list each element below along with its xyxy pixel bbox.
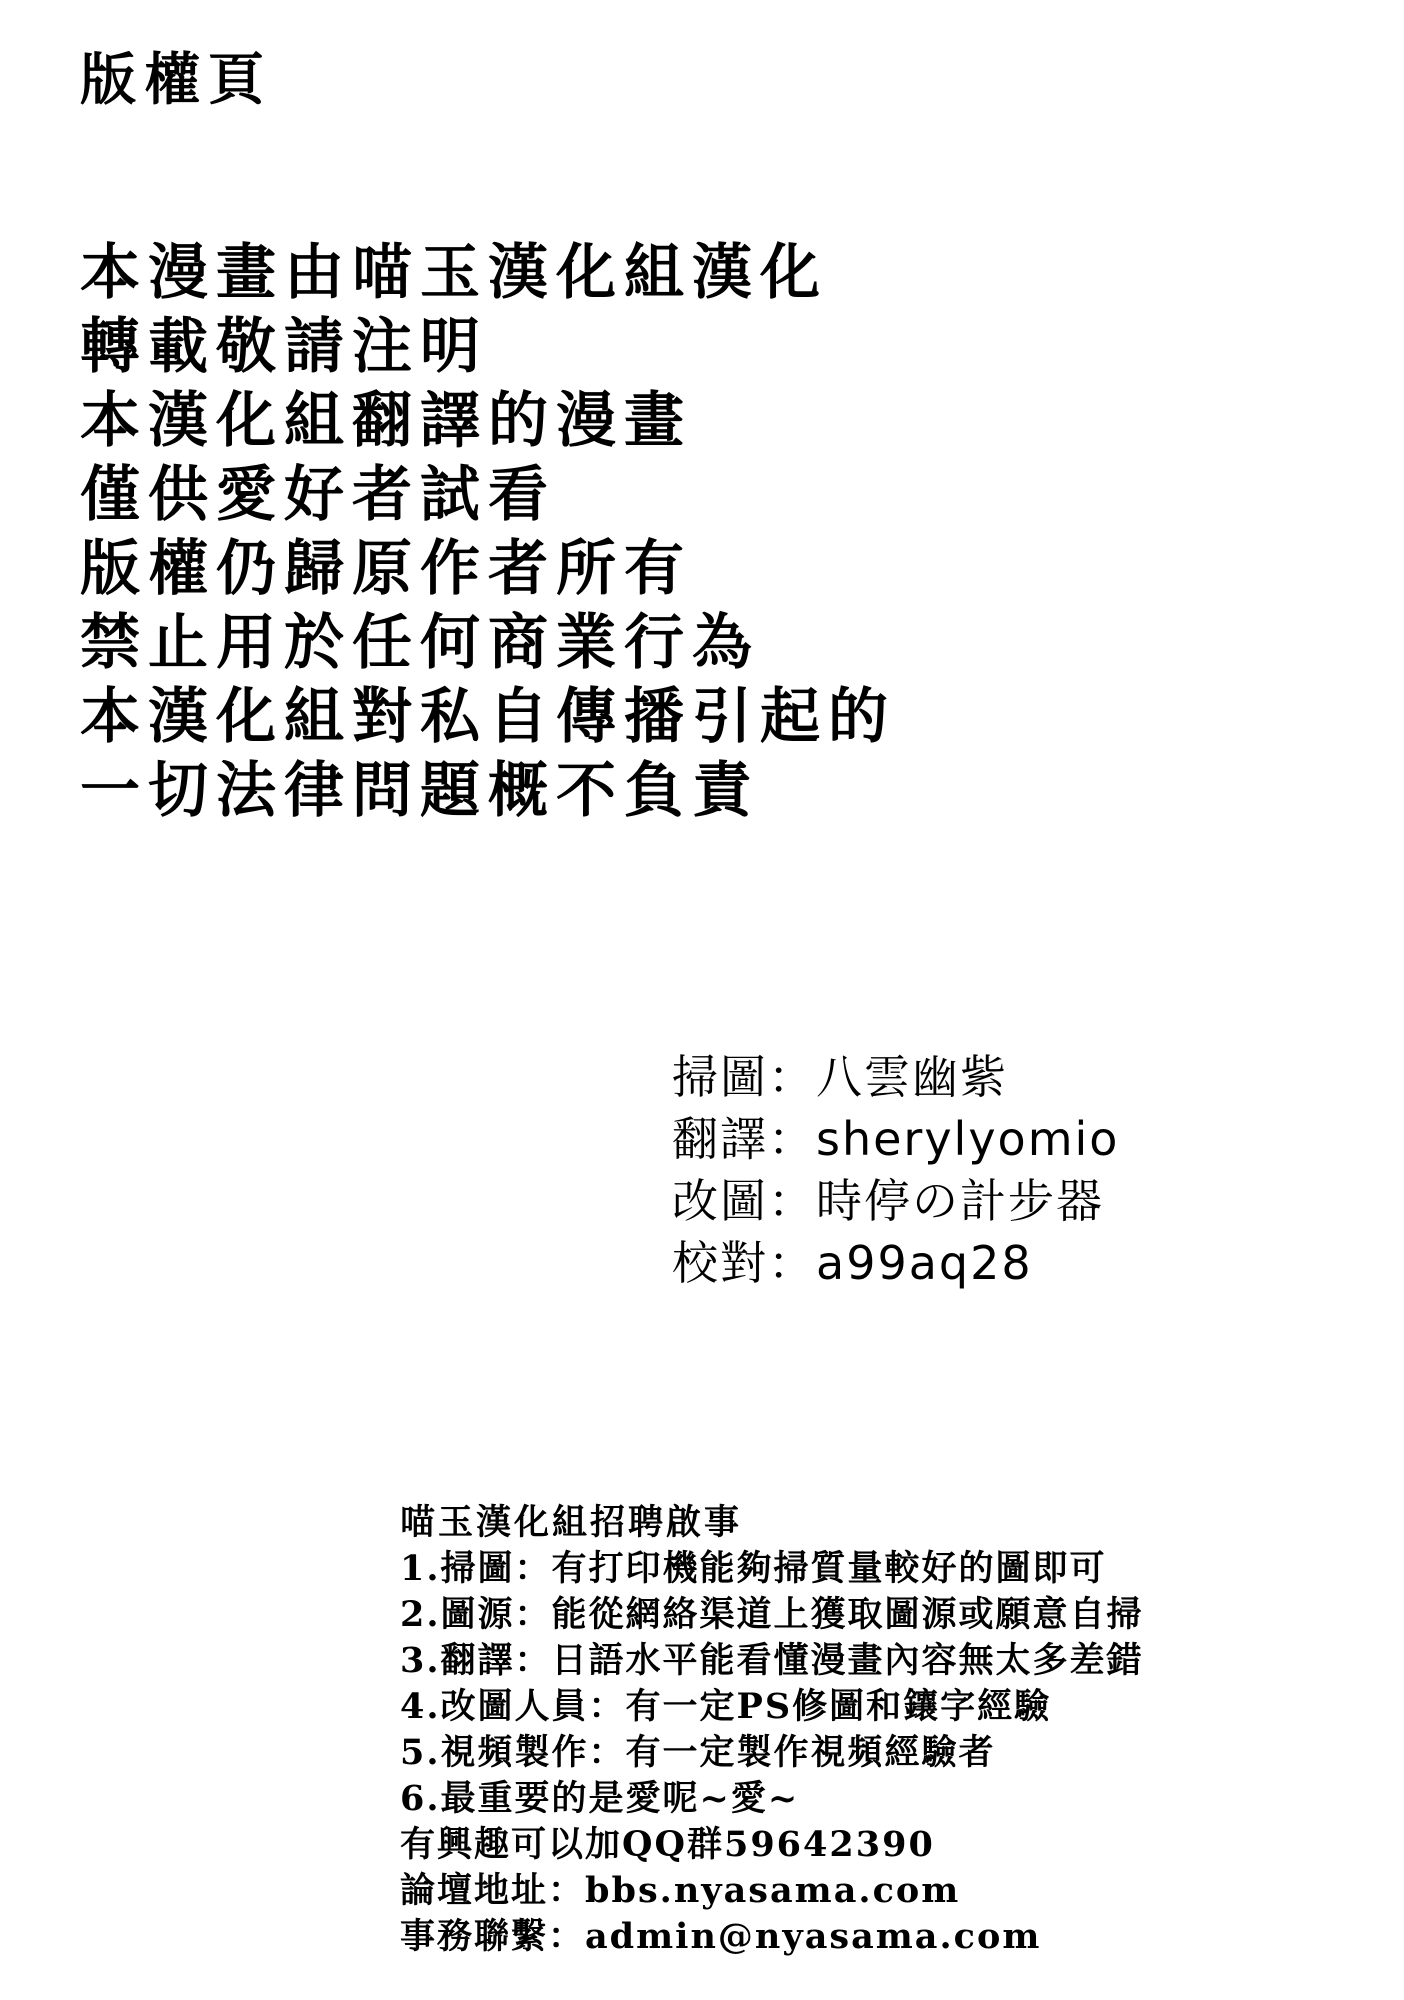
notice-line: 僅供愛好者試看	[80, 460, 556, 530]
notice-line: 版權仍歸原作者所有	[80, 534, 692, 604]
recruitment-item: 3.翻譯：日語水平能看懂漫畫內容無太多差錯	[400, 1640, 1144, 1681]
notice-line: 本漫畫由喵玉漢化組漢化	[80, 238, 828, 308]
notice-line: 本漢化組翻譯的漫畫	[80, 386, 692, 456]
recruitment-item: 2.圖源：能從網絡渠道上獲取圖源或願意自掃	[400, 1594, 1144, 1635]
recruitment-item: 1.掃圖：有打印機能夠掃質量較好的圖即可	[400, 1548, 1107, 1589]
notice-line: 本漢化組對私自傳播引起的	[80, 682, 896, 752]
recruitment-item: 6.最重要的是愛呢~愛~	[400, 1778, 800, 1819]
page-title: 版權頁	[80, 47, 272, 113]
recruitment-list	[400, 1546, 1144, 1960]
notice-line: 轉載敬請注明	[80, 312, 488, 382]
recruitment-item: 4.改圖人員：有一定PS修圖和鑲字經驗	[400, 1686, 1052, 1727]
notice-line: 禁止用於任何商業行為	[80, 608, 760, 678]
recruitment-heading: 喵玉漢化組招聘啟事	[400, 1502, 743, 1543]
qq-group-line: 有興趣可以加QQ群59642390	[400, 1824, 935, 1865]
contact-email: 事務聯繫：admin@nyasama.com	[400, 1916, 1042, 1957]
credit-edit: 改圖：時停の計步器	[672, 1174, 1104, 1228]
recruitment-notice	[400, 1500, 1144, 1960]
recruitment-item: 5.視頻製作：有一定製作視頻經驗者	[400, 1732, 996, 1773]
credit-proofread: 校對：a99aq28	[672, 1236, 1033, 1290]
notice-line: 一切法律問題概不負責	[80, 756, 760, 826]
staff-credits	[672, 1046, 1119, 1294]
forum-address: 論壇地址：bbs.nyasama.com	[400, 1870, 961, 1911]
credit-translation: 翻譯：sherylyomio	[672, 1112, 1120, 1166]
credit-scan: 掃圖：八雲幽紫	[672, 1050, 1008, 1104]
copyright-notice	[80, 236, 896, 828]
